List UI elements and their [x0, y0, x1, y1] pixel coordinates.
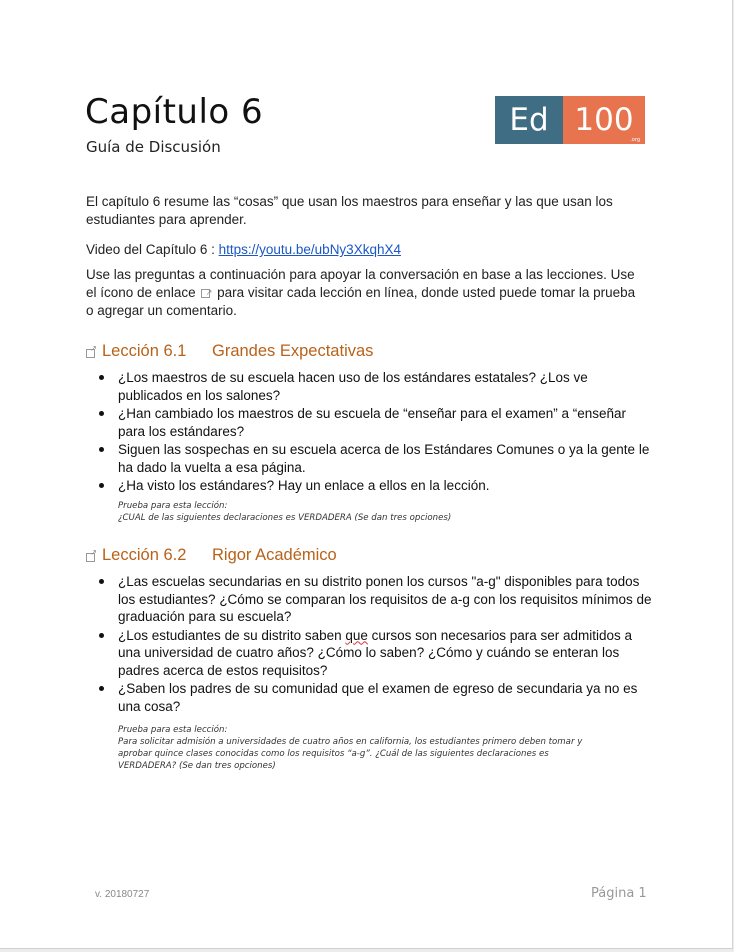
list-item: Siguen las sospechas en su escuela acerca de los Estándares Comunes o ya la gente le ha dado la vuelta a esa página.: [96, 441, 656, 476]
list-item: [96, 627, 656, 680]
lesson-6-2-questions: [96, 573, 656, 716]
instructions-text-end: para visitar cada lección en línea, donde usted puede tomar la prueba o agregar un comentario.: [86, 285, 636, 318]
lesson-6-1-quiz: [118, 500, 618, 524]
lesson-6-2-heading[interactable]: [86, 546, 337, 565]
page-subtitle: Guía de Discusión: [86, 138, 221, 156]
ed100-logo: [495, 96, 645, 144]
intro-summary: El capítulo 6 resume las “cosas” que usan los maestros para enseñar y las que usan los estudiantes para aprender.: [86, 194, 613, 227]
lesson-title: Rigor Académico: [212, 546, 337, 564]
list-item: ¿Ha visto los estándares? Hay un enlace a ellos en la lección.: [96, 477, 656, 495]
lesson-6-2-quiz: [118, 724, 603, 772]
logo-100-block: [563, 96, 645, 144]
intro-instructions: [86, 266, 646, 320]
instructions-text-start: Use las preguntas a continuación para apoyar la conversación en base a las lecciones. Use el ícono de enlace: [86, 267, 635, 300]
lesson-number: Lección 6.2: [102, 546, 187, 564]
spellcheck-marked-word: que: [345, 627, 368, 643]
quiz-label: Prueba para esta lección:: [118, 725, 228, 735]
video-label: Video del Capítulo 6 :: [86, 242, 219, 257]
lesson-title: Grandes Expectativas: [212, 342, 374, 360]
bullet-text: ¿Los estudiantes de su distrito saben: [118, 627, 346, 643]
version-label: v. 20180727: [95, 889, 150, 900]
page-title: Capítulo 6: [85, 92, 264, 132]
lesson-number: Lección 6.1: [102, 342, 187, 360]
external-link-icon[interactable]: ↗: [86, 551, 96, 561]
lesson-6-1-questions: [96, 369, 656, 496]
list-item: ¿Han cambiado los maestros de su escuela de “enseñar para el examen” a “enseñar para los estándares?: [96, 405, 656, 440]
list-item: ¿Los maestros de su escuela hacen uso de los estándares estatales? ¿Los ve publicados en los salones?: [96, 369, 656, 404]
quiz-label: Prueba para esta lección:: [118, 501, 228, 511]
external-link-icon[interactable]: ↗: [86, 347, 96, 357]
page-number: Página 1: [591, 886, 647, 901]
external-link-icon: ↗: [201, 287, 211, 297]
video-line: [86, 241, 646, 259]
logo-ed-block: Ed: [495, 96, 563, 144]
logo-100-text: 100: [574, 102, 634, 138]
quiz-text: Para solicitar admisión a universidades de cuatro años en california, los estudiantes primero deben tomar y aprobar quince clases conocidas como los requisitos “a-g”. ¿Cuál de las siguientes declaraciones es VERDADERA? (Se dan tres opciones): [118, 737, 583, 771]
list-item: ¿Las escuelas secundarias en su distrito ponen los cursos "a-g" disponibles para todos los estudiantes? ¿Cómo se comparan los requisitos de a-g con los requisitos mínimos de graduación para su escuela?: [96, 573, 656, 626]
video-link[interactable]: https://youtu.be/ubNy3XkqhX4: [218, 242, 401, 257]
logo-org-suffix: .org: [630, 137, 640, 143]
bullet-text: cursos son necesarios para ser admitidos a una universidad de cuatro años? ¿Cómo lo saben? ¿Cómo y cuándo se enteran los padres acerca de estos requisitos?: [118, 627, 633, 678]
list-item: ¿Saben los padres de su comunidad que el examen de egreso de secundaria ya no es una cosa?: [96, 680, 656, 715]
lesson-6-1-heading[interactable]: [86, 342, 373, 361]
quiz-text: ¿CUAL de las siguientes declaraciones es VERDADERA (Se dan tres opciones): [118, 513, 452, 523]
